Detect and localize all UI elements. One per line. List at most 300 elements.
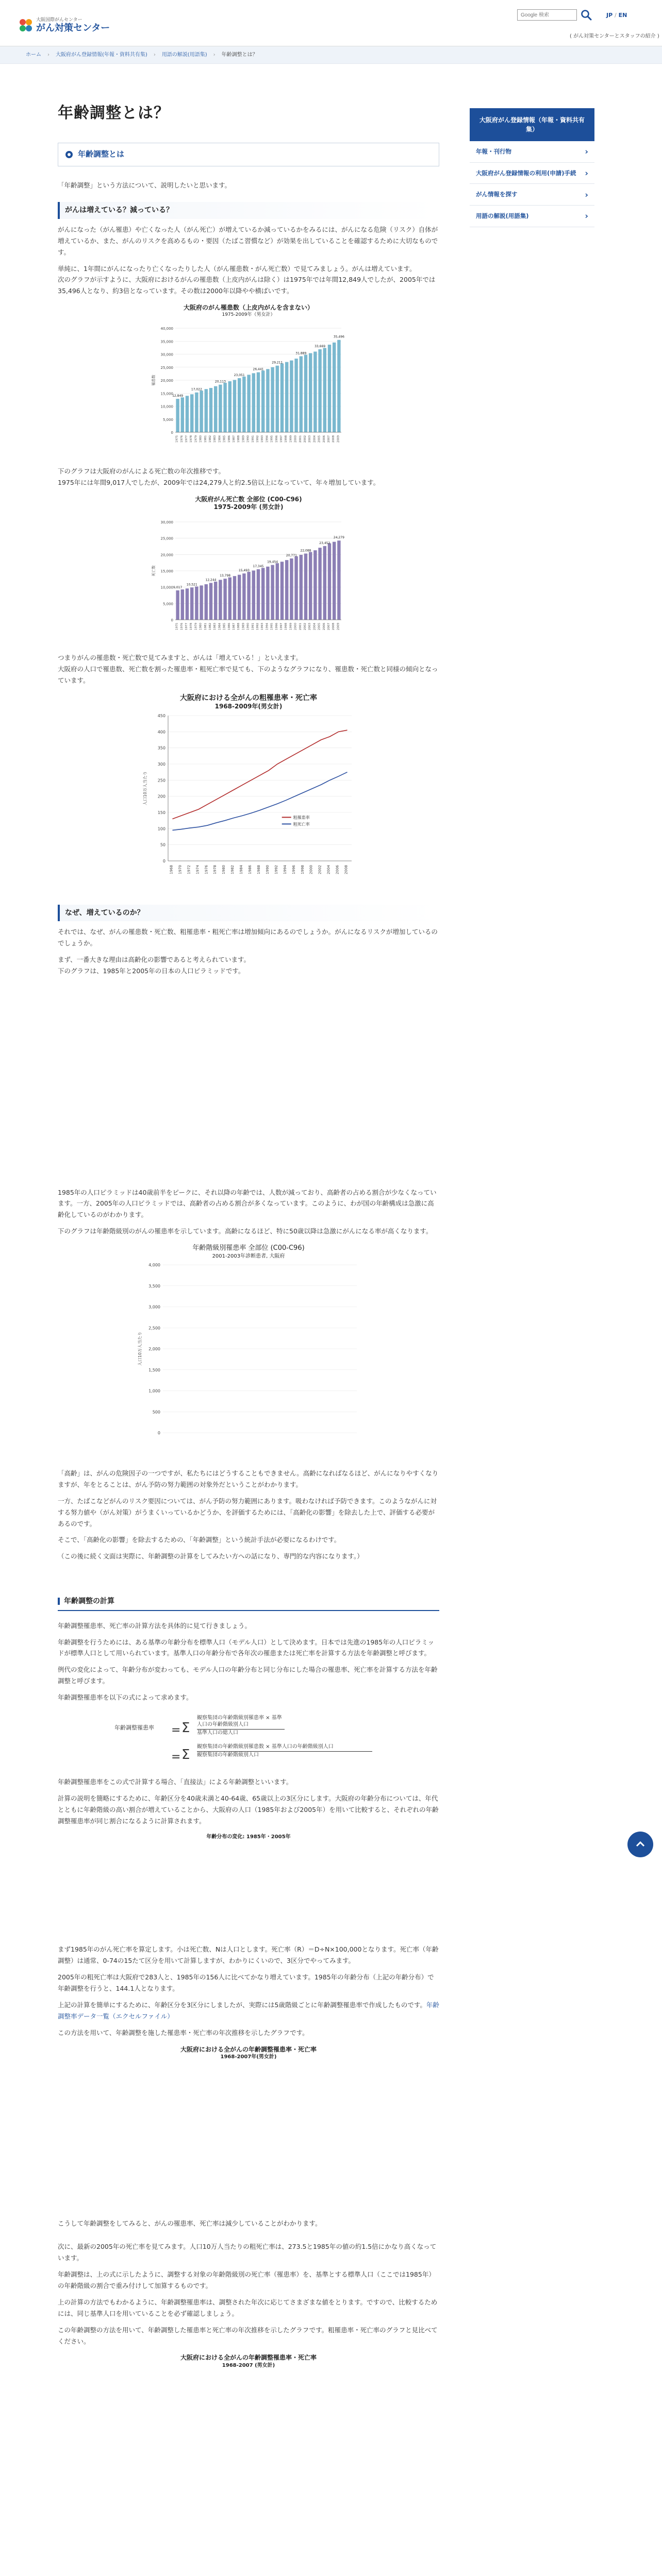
y-axis-label: 人口10万人当たり — [138, 1331, 142, 1366]
y-tick-label: 250 — [157, 778, 166, 783]
paragraph: 2005年の粗死亡率は大阪府で283人と、1985年の156人に比べてかなり増えています。1985年の年齢分布（上記の年齢分布）で年齢調整を行うと、144.1人となります。 — [58, 1973, 434, 1992]
x-tick-label: 1984 — [218, 623, 222, 631]
y-tick-label: 35,000 — [160, 340, 173, 344]
x-tick-label: 1997 — [280, 623, 283, 631]
formula-equals: = — [171, 1723, 181, 1737]
logo-subtitle: 大阪国際がんセンター — [36, 18, 82, 23]
bar — [285, 362, 288, 432]
x-tick-label: 2008 — [332, 435, 336, 443]
x-tick-label: 1985 — [223, 623, 226, 631]
x-tick-label: 1970 — [178, 865, 183, 875]
data-label: 22,088 — [300, 549, 311, 553]
logo-mark-icon — [20, 19, 32, 31]
x-tick-label: 2008 — [344, 865, 349, 875]
line-series-b — [172, 772, 347, 831]
data-label: 26,441 — [253, 367, 264, 371]
chart-incidence-svg — [151, 318, 346, 453]
bar — [309, 552, 312, 620]
y-tick-label: 5,000 — [162, 602, 173, 606]
sidebar-heading[interactable]: 大阪府がん登録情報（年報・資料共有集） — [470, 108, 594, 141]
x-tick-label: 1993 — [261, 623, 264, 631]
breadcrumb-home[interactable]: ホーム — [26, 52, 41, 58]
x-tick-label: 2006 — [335, 865, 340, 875]
bar — [304, 553, 307, 620]
paragraph: 計算の説明を簡略にするために、年齢区分を40歳未満と40-64歳、65歳以上の3区分にします。大阪府の年齢分布については、年代とともに年齢階級の高い割合が増えていることから、大阪府の人口（1985年および2005年）を用いて比較すると、それぞれの年齢調整罹患率が同じ割合になるように計算されます。 — [58, 1794, 439, 1825]
bar — [219, 385, 222, 432]
chart-age-specific-svg — [135, 1260, 362, 1455]
x-tick-label: 2006 — [322, 623, 326, 631]
data-label: 19,454 — [267, 560, 278, 564]
formula-r1c: 基準人口の総人口 — [197, 1729, 285, 1736]
lang-jp-link[interactable]: JP — [606, 12, 613, 19]
chart-crude-rates-svg — [140, 710, 357, 884]
y-tick-label: 30,000 — [160, 352, 173, 357]
language-switch — [606, 10, 627, 20]
x-tick-label: 1992 — [256, 623, 259, 631]
y-tick-label: 0 — [157, 1430, 160, 1435]
bar — [271, 565, 274, 620]
bar — [195, 586, 198, 620]
y-tick-label: 40,000 — [160, 327, 173, 331]
paragraph: 下のグラフは、1985年と2005年の日本の人口ピラミッドです。 — [58, 967, 245, 975]
sidebar-item-search-info[interactable]: がん情報を探す › — [470, 184, 594, 206]
bullet-circle-icon — [65, 151, 73, 158]
x-tick-label: 2007 — [327, 435, 330, 443]
chart-mortality-count — [151, 496, 346, 645]
formula-equals: = — [171, 1750, 181, 1764]
x-tick-label: 1997 — [280, 435, 283, 443]
bar — [214, 386, 217, 432]
chart-title: 大阪府における全がんの年齢調整罹患率・死亡率 — [180, 2354, 317, 2362]
x-tick-label: 2008 — [332, 623, 336, 631]
bar — [318, 349, 321, 432]
bar — [228, 381, 231, 432]
y-tick-label: 3,500 — [148, 1283, 160, 1289]
x-tick-label: 1982 — [230, 865, 235, 875]
x-tick-label: 1972 — [187, 865, 191, 875]
bar — [205, 389, 208, 433]
chart-mortality-svg — [151, 512, 346, 640]
y-tick-label: 200 — [157, 794, 166, 799]
x-tick-label: 2002 — [318, 865, 322, 875]
x-tick-label: 2002 — [304, 435, 307, 443]
x-tick-label: 1996 — [275, 623, 278, 631]
x-tick-label: 1996 — [291, 865, 296, 875]
x-tick-label: 2004 — [326, 865, 331, 875]
x-tick-label: 1979 — [194, 435, 198, 443]
x-tick-label: 2003 — [308, 623, 312, 631]
bar — [195, 393, 198, 432]
breadcrumb-registry[interactable]: 大阪府がん登録情報(年報・資料共有集) — [56, 52, 147, 58]
header-staff-link[interactable]: ( がん対策センターとスタッフの紹介 ) — [570, 33, 659, 39]
bar — [280, 562, 284, 620]
x-tick-label: 1988 — [237, 623, 241, 631]
x-tick-label: 1984 — [239, 865, 244, 875]
section-heading-why: なぜ、増えているのか？ — [58, 905, 439, 922]
x-tick-label: 1995 — [270, 623, 274, 631]
section-heading-trend: がんは増えている？減っている？ — [58, 202, 439, 219]
paragraph: 大阪府の人口で罹患数、死亡数を割った罹患率・粗死亡率で見ても、下のようなグラフになり、罹患数・死亡数と同様の傾向となっています。 — [58, 665, 438, 684]
x-tick-label: 2000 — [309, 865, 313, 875]
lang-en-link[interactable]: EN — [618, 12, 627, 19]
breadcrumb-current: 年齢調整とは？ — [221, 52, 258, 58]
x-tick-label: 1991 — [251, 435, 255, 443]
data-label: 20,771 — [286, 553, 297, 557]
paragraph: 次に、最新の2005年の死亡率を見てみます。人口10万人当たりの粗死亡率は、273.5と1985年の値の約1.5倍にかなり高くなっています。 — [58, 2243, 437, 2262]
bar — [257, 569, 260, 620]
formula-r2c: 基準人口の年齢階級別人口 — [271, 1743, 334, 1750]
bar — [266, 567, 269, 620]
pyramids-svg — [89, 984, 408, 1180]
y-tick-label: 25,000 — [160, 366, 173, 370]
chart-age-distribution — [156, 1834, 341, 1937]
y-tick-label: 50 — [160, 842, 166, 848]
x-tick-label: 1982 — [209, 623, 212, 631]
chart-age-distribution-svg — [156, 1840, 341, 1933]
x-tick-label: 1979 — [194, 623, 198, 631]
bar — [238, 378, 241, 432]
data-label: 23,452 — [319, 541, 330, 545]
formula-r1a: 観察集団の年齢階級別罹患率 — [197, 1715, 264, 1721]
bar — [242, 573, 245, 620]
x-tick-label: 1999 — [289, 435, 293, 443]
data-label: 15,493 — [238, 569, 250, 573]
chart-subtitle: 1975-2009年（男女計） — [222, 312, 275, 317]
chart-title: 年齢分布の変化: 1985年・2005年 — [206, 1834, 291, 1840]
bar — [181, 398, 184, 433]
intro-text: 「年齢調整」という方法について、説明したいと思います。 — [58, 181, 231, 189]
site-logo[interactable] — [20, 18, 110, 33]
bar — [261, 371, 264, 433]
bar — [261, 568, 264, 620]
formula-term2: 観察集団の年齢階級別罹患数 × 基準人口の年齢階級別人口 観察集団の年齢階級別人口 — [197, 1743, 372, 1758]
x-tick-label: 1993 — [261, 435, 264, 443]
y-tick-label: 1,500 — [148, 1367, 160, 1372]
paragraph: 年齢調整は、上の式に示したように、調整する対象の年齢階級別の死亡率（罹患率）を、基準とする標準人口（ここでは1985年）の年齢階級の割合で重み付けして加算するものです。 — [58, 2270, 435, 2290]
y-tick-label: 500 — [152, 1410, 160, 1415]
section-heading-calc-text: 年齢調整の計算 — [64, 1597, 114, 1606]
chart-subtitle: 1968-2007 (男女計) — [222, 2362, 275, 2368]
bar — [290, 361, 293, 432]
x-tick-label: 1992 — [256, 435, 259, 443]
x-tick-label: 1994 — [266, 623, 269, 631]
page-top-button[interactable] — [627, 1832, 653, 1857]
x-tick-label: 1989 — [242, 435, 245, 443]
bar — [181, 589, 184, 620]
topic-heading-box — [58, 143, 439, 166]
bar — [200, 585, 203, 620]
x-tick-label: 1998 — [300, 865, 305, 875]
x-tick-label: 1980 — [222, 865, 226, 875]
x-tick-label: 1985 — [223, 435, 226, 443]
chart-subtitle: 1968-2007年(男女計) — [220, 2054, 277, 2060]
x-tick-label: 2005 — [318, 435, 321, 443]
bar — [300, 357, 303, 433]
y-tick-label: 10,000 — [160, 404, 173, 409]
main-content — [58, 64, 439, 2392]
x-tick-label: 1975 — [175, 623, 179, 631]
chevron-up-icon — [634, 1838, 647, 1851]
sidebar-item-publications[interactable]: 年報・刊行物 › — [470, 141, 594, 163]
chart-adjusted-rates — [140, 2046, 357, 2211]
y-tick-label: 15,000 — [160, 569, 173, 574]
x-tick-label: 1984 — [218, 435, 222, 443]
data-label: 23,051 — [234, 374, 245, 378]
data-label: 20,113 — [214, 380, 226, 384]
formula — [114, 1711, 383, 1768]
bar — [190, 587, 193, 620]
lang-separator: / — [615, 12, 617, 19]
paragraph: 例代の変化によって、年齢分布が変わっても、モデル人口の年齢分布と同じ分布にした場合の罹患率、死亡率を計算する方法を年齢調整と呼びます。 — [58, 1666, 438, 1685]
x-tick-label: 1998 — [285, 435, 288, 443]
bar — [294, 556, 297, 620]
data-label: 35,496 — [333, 335, 344, 340]
paragraph: 下のグラフは大阪府のがんによる死亡数の年次推移です。 — [58, 467, 225, 476]
breadcrumb-sep-icon: › — [153, 52, 156, 58]
data-label: 10,521 — [186, 583, 197, 587]
bar — [257, 372, 260, 432]
legend-label-b: 粗死亡率 — [293, 822, 310, 827]
y-tick-label: 350 — [157, 745, 166, 751]
bar — [271, 367, 274, 432]
x-tick-label: 1981 — [204, 623, 207, 631]
bar — [294, 359, 297, 432]
x-tick-label: 1996 — [275, 435, 278, 443]
site-header — [0, 0, 662, 46]
bar — [280, 364, 284, 433]
y-tick-label: 0 — [171, 618, 173, 623]
search-input[interactable] — [517, 9, 577, 21]
formula-r2b: 観察集団の年齢階級別人口 — [197, 1751, 372, 1758]
chart-adjusted-rates-svg — [140, 2060, 357, 2205]
data-label: 17,345 — [253, 564, 264, 568]
bar — [276, 563, 279, 620]
paragraph: この年齢調整の方法を用いて、年齢調整した罹患率と死亡率の年次推移を示したグラフです。粗罹患率・死亡率のグラフと見比べてください。 — [58, 2326, 438, 2345]
topic-heading: 年齢調整とは — [78, 149, 125, 159]
y-tick-label: 0 — [171, 431, 173, 435]
search-button[interactable] — [580, 8, 593, 22]
bar — [209, 388, 212, 432]
formula-sigma: Σ — [181, 1747, 190, 1762]
bar — [328, 544, 331, 620]
line-series-a — [172, 730, 347, 819]
paragraph: 年齢調整罹患率をこの式で計算する場合、「直接法」による年齢調整といいます。 — [58, 1777, 293, 1786]
formula-sigma: Σ — [181, 1720, 190, 1736]
paragraph: そこで、「高齢化の影響」を除去するための、「年齢調整」という統計手法が必要になるわけです。 — [58, 1536, 341, 1544]
paragraph-text: 上記の計算を簡単にするために、年齢区分を3区分にしましたが、実際には5歳階級ごとに年齢調整罹患率で作成したものです。 — [58, 2001, 426, 2009]
x-tick-label: 2004 — [313, 435, 317, 443]
y-tick-label: 2,500 — [148, 1326, 160, 1331]
bar — [300, 555, 303, 620]
logo-title: がん対策センター — [36, 22, 110, 33]
breadcrumb-sep-icon: › — [213, 52, 216, 58]
bar — [233, 576, 236, 620]
bar — [200, 391, 203, 433]
x-tick-label: 2002 — [304, 623, 307, 631]
y-tick-label: 10,000 — [160, 585, 173, 590]
bar — [223, 383, 226, 432]
x-tick-label: 1987 — [233, 623, 236, 631]
y-tick-label: 5,000 — [162, 418, 173, 422]
paragraph: 一方、たばこなどがんのリスク要因については、がん予防の努力範囲にあります。吸わなければ予防できます。このようながんに対する努力値や（がん対策）がうまくいっているかどうか、を評価するためには、「高齢化の影響」を除去した上で、評価する必要があるのです。 — [58, 1497, 437, 1528]
x-tick-label: 1986 — [248, 865, 253, 875]
formula-r1b: 基準人口の年齢階級別人口 — [197, 1715, 282, 1727]
paragraph — [58, 1999, 439, 2022]
y-tick-label: 4,000 — [148, 1262, 160, 1267]
y-tick-label: 3,000 — [148, 1304, 160, 1310]
x-tick-label: 1992 — [274, 865, 278, 875]
x-tick-label: 1998 — [285, 623, 288, 631]
excel-data-link[interactable]: 年齢調整率データ一覧（エクセルファイル） — [58, 2001, 439, 2020]
paragraph: がんになった（がん罹患）や亡くなった人（がん死亡）が増えているか減っているかをみるには、がんになる危険（リスク）自体が増えているか、また、がんのリスクを高めるもの・要因（たばこ習慣など）が効果を出していることを確認するために大切なものです。 — [58, 225, 438, 256]
bar — [233, 380, 236, 433]
bar — [285, 560, 288, 620]
y-tick-label: 30,000 — [160, 520, 173, 525]
bar — [209, 583, 212, 620]
x-tick-label: 2004 — [313, 623, 317, 631]
paragraph: 次のグラフが示すように、大阪府におけるがんの罹患数（上皮内がんは除く）は1975年では年間12,849人でしたが、2005年では35,496人となり、約3倍となっています。その数は2000年以降やや横ばいです。 — [58, 276, 436, 295]
x-tick-label: 1976 — [180, 623, 184, 631]
y-axis-label: 罹患数 — [152, 375, 156, 386]
bar — [304, 355, 307, 432]
sidebar — [470, 108, 594, 227]
x-tick-label: 1991 — [251, 623, 255, 631]
x-tick-label: 1983 — [213, 435, 217, 443]
x-tick-label: 1989 — [242, 623, 245, 631]
x-tick-label: 2009 — [337, 623, 340, 631]
x-tick-label: 1975 — [175, 435, 179, 443]
bar — [190, 395, 193, 433]
chart-population-pyramids — [89, 984, 408, 1180]
paragraph: こうして年齢調整をしてみると、がんの罹患率、死亡率は減少していることがわかります。 — [58, 2219, 322, 2227]
sidebar-item-application[interactable]: 大阪府がん登録情報の利用(申請)手続 › — [470, 163, 594, 184]
bar — [176, 399, 179, 433]
paragraph: 上の計算の方法でもわかるように、年齢調整罹患率は、調整された年次に応じてさまざまな値をとります。ですので、比較するためには、同じ基準人口を用いていることを必ず確認しましょう。 — [58, 2298, 438, 2317]
sidebar-item-glossary[interactable]: 用語の解説(用語集) › — [470, 206, 594, 227]
formula-r2a: 観察集団の年齢階級別罹患数 — [197, 1743, 264, 1750]
data-label: 13,798 — [220, 574, 231, 578]
x-tick-label: 1988 — [257, 865, 261, 875]
x-tick-label: 2009 — [337, 435, 340, 443]
bar — [323, 546, 326, 620]
x-tick-label: 1983 — [213, 623, 217, 631]
y-tick-label: 300 — [157, 762, 166, 767]
bar — [186, 588, 189, 620]
x-tick-label: 1976 — [204, 865, 209, 875]
bar — [223, 579, 226, 620]
bar — [176, 590, 179, 620]
paragraph: 年齢調整を行うためには、ある基準の年齢分布を標準人口（モデル人口）として決めます。日本では先進の1985年の人口ピラミッドが標準人口として用いられています。基準人口の年齢分布で各年次の罹患または死亡率を計算する方法を年齢調整と呼びます。 — [58, 1638, 434, 1657]
chart-title: 大阪府における全がんの年齢調整罹患率・死亡率 — [180, 2045, 317, 2053]
x-tick-label: 2000 — [294, 623, 297, 631]
chart-age-specific — [135, 1244, 362, 1461]
x-tick-label: 2000 — [294, 435, 297, 443]
paragraph: 単純に、1年間にがんになったり亡くなったりした人（がん罹患数・がん死亡数）で見てみましょう。がんは増えています。 — [58, 264, 416, 273]
bar — [323, 348, 326, 433]
bar — [266, 369, 269, 433]
y-tick-label: 150 — [157, 810, 166, 816]
bar — [328, 345, 331, 432]
y-axis-label: 死亡数 — [152, 565, 156, 577]
bar — [214, 582, 217, 620]
data-label: 33,669 — [315, 345, 326, 349]
paragraph: 1985年の人口ピラミッドは40歳前半をピークに、それ以降の年齢では、人数が減っており、高齢者の占める割合が少なくなっています。一方、2005年の人口ピラミッドでは、高齢者の占める割合が多くなっています。このように、わが国の年齢構成は急激に高齢化しているのがわかります。 — [58, 1188, 437, 1219]
y-axis-label: 人口10万人当たり — [143, 771, 147, 806]
y-tick-label: 0 — [162, 859, 166, 864]
y-tick-label: 1,000 — [148, 1388, 160, 1394]
bar — [333, 343, 336, 432]
paragraph: まず1985年のがん死亡率を算定します。小は死亡数、Nは人口とします。死亡率（R）＝D÷N×100,000となります。死亡率（年齢調整）は通常、0-74の15たて区分を用いて計算しますが、わかりにくいので、3区分でやってみます。 — [58, 1945, 439, 1965]
x-tick-label: 1977 — [185, 435, 188, 443]
y-tick-label: 15,000 — [160, 392, 173, 396]
bar — [309, 353, 312, 433]
x-tick-label: 1976 — [180, 435, 184, 443]
x-tick-label: 2003 — [308, 435, 312, 443]
x-tick-label: 2001 — [299, 435, 302, 443]
paragraph: 下のグラフは年齢階級別のがんの罹患率を示しています。高齢になるほど、特に50歳以降は急激にがんになる率が高くなります。 — [58, 1227, 433, 1235]
bar — [313, 352, 317, 433]
data-label: 17,022 — [191, 388, 202, 392]
paragraph: 1975年には年間9,017人でしたが、2009年では24,279人と約2.5倍以上になっていて、年々増加しています。 — [58, 479, 380, 486]
chart-title: 大阪府のがん罹患数（上皮内がんを含まない） — [183, 304, 313, 312]
paragraph: 年齢調整罹患率を以下の式によって求めます。 — [58, 1693, 193, 1701]
paragraph: それでは、なぜ、がんの罹患数・死亡数、粗罹患率・粗死亡率は増加傾向にあるのでしょうか。がんになるリスクが増加しているのでしょうか。 — [58, 928, 438, 947]
x-tick-label: 1994 — [283, 865, 287, 875]
legend-label-a: 粗罹患率 — [293, 815, 310, 820]
formula-lhs: 年齢調整罹患率 — [114, 1724, 154, 1731]
search-icon — [580, 8, 593, 22]
x-tick-label: 1990 — [246, 623, 250, 631]
x-tick-label: 1994 — [266, 435, 269, 443]
heading-bar — [58, 1598, 60, 1605]
bar — [186, 396, 189, 433]
page-title: 年齢調整とは？ — [58, 104, 170, 122]
paragraph: つまりがんの罹患数・死亡数で見てみますと、がんは「増えている！」といえます。 — [58, 653, 303, 662]
bar — [247, 572, 250, 620]
paragraph: 年齢調整罹患率、死亡率の計算方法を具体的に見て行きましょう。 — [58, 1621, 252, 1630]
x-tick-label: 1978 — [213, 865, 218, 875]
x-tick-label: 1986 — [227, 623, 231, 631]
x-tick-label: 2005 — [318, 623, 321, 631]
bar — [290, 558, 293, 620]
x-tick-label: 1968 — [169, 865, 174, 875]
chart-subtitle: 2001-2003年診断患者, 大阪府 — [212, 1253, 285, 1259]
bar — [318, 548, 321, 620]
y-tick-label: 450 — [157, 714, 166, 719]
x-tick-label: 1974 — [195, 865, 200, 875]
y-tick-label: 400 — [157, 730, 166, 735]
x-tick-label: 1990 — [265, 865, 270, 875]
paragraph: この方法を用いて、年齢調整を施した罹患率・死亡率の年次推移を示したグラフです。 — [58, 2028, 309, 2037]
breadcrumb-sep-icon: › — [47, 52, 49, 58]
x-tick-label: 1995 — [270, 435, 274, 443]
data-label: 31,889 — [295, 351, 307, 355]
x-tick-label: 1980 — [199, 623, 203, 631]
y-tick-label: 25,000 — [160, 536, 173, 541]
x-tick-label: 1987 — [233, 435, 236, 443]
x-tick-label: 1978 — [190, 623, 193, 631]
bar — [205, 584, 208, 620]
section-heading-calc — [58, 1593, 439, 1611]
x-tick-label: 1981 — [204, 435, 207, 443]
chart-title: 年齢階級別罹患率 全部位 (C00-C96) — [192, 1244, 305, 1252]
paragraph: まず、一番大きな理由は高齢化の影響であると考えられています。 — [58, 955, 251, 963]
chart-incidence-count — [151, 304, 346, 459]
bar — [252, 374, 255, 433]
x-tick-label: 1978 — [190, 435, 193, 443]
breadcrumb-glossary[interactable]: 用語の解説(用語集) — [161, 52, 207, 58]
bar — [219, 580, 222, 620]
